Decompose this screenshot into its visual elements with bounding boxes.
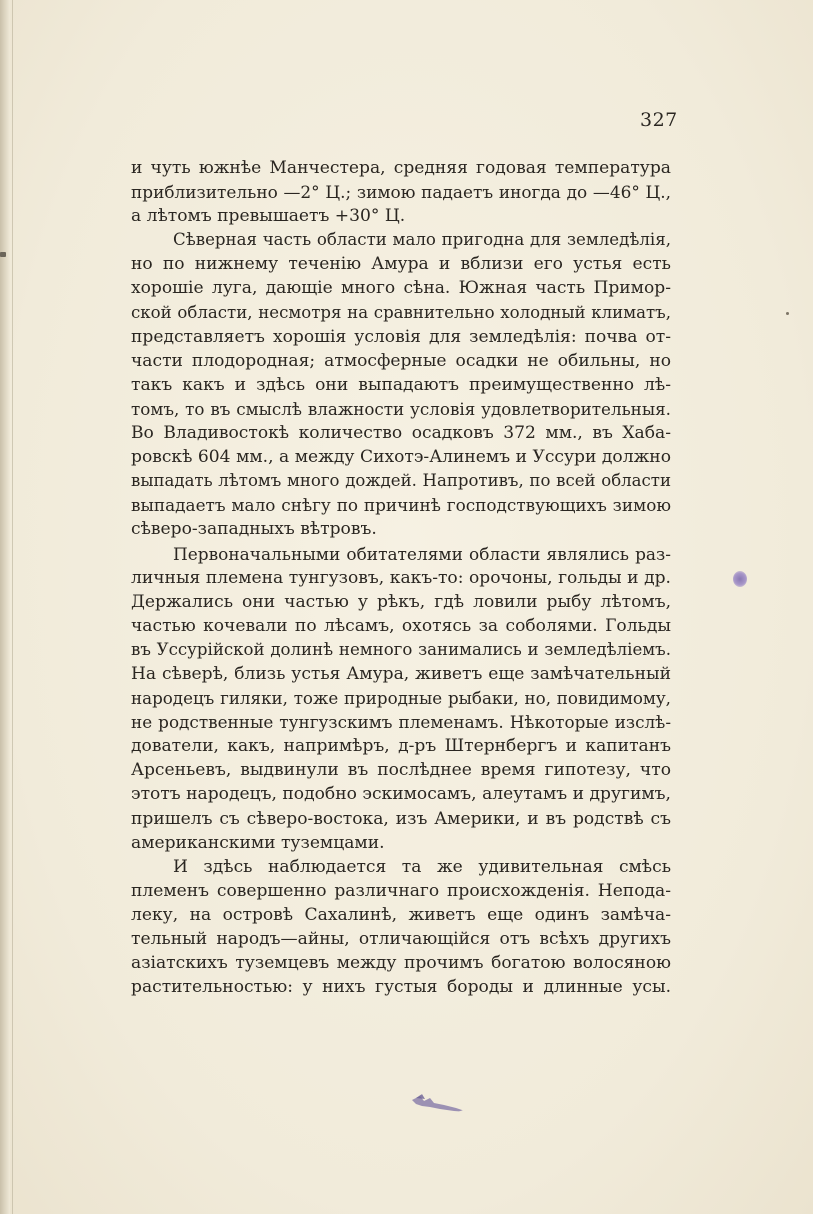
text-line: народецъ гиляки, тоже природные рыбаки, но, повидимому, xyxy=(131,688,671,709)
text-line: На сѣверѣ, близь устья Амура, живетъ еще замѣчательный xyxy=(131,663,671,684)
text-line: И здѣсь наблюдается та же удивительная смѣсь xyxy=(173,856,671,877)
text-line: Держались они частью у рѣкъ, гдѣ ловили рыбу лѣтомъ, xyxy=(131,591,671,612)
binding-fold-line xyxy=(12,0,13,1214)
page-binding-edge xyxy=(0,0,10,1214)
text-line: дователи, какъ, напримѣръ, д-ръ Штернбергъ и капитанъ xyxy=(131,736,671,757)
text-line: Арсеньевъ, выдвинули въ послѣднее время гипотезу, что xyxy=(131,760,671,781)
text-line: племенъ совершенно различнаго происхожденія. Непода- xyxy=(131,880,671,901)
text-line: выпадаетъ мало снѣгу по причинѣ господствующихъ зимою xyxy=(131,495,671,516)
text-line: азіатскихъ туземцевъ между прочимъ богатою волосяною xyxy=(131,953,671,974)
text-line: личныя племена тунгузовъ, какъ-то: орочоны, гольды и др. xyxy=(131,567,671,588)
text-line: а лѣтомъ превышаетъ +30° Ц. xyxy=(131,206,406,227)
text-line: представляетъ хорошія условія для земледѣлія: почва от- xyxy=(131,326,671,347)
text-line: выпадать лѣтомъ много дождей. Напротивъ, по всей области xyxy=(131,471,671,491)
text-line: леку, на островѣ Сахалинѣ, живетъ еще одинъ замѣча- xyxy=(131,904,671,925)
text-line: части плодородная; атмосферные осадки не обильны, но xyxy=(131,350,671,371)
text-line: ровскѣ 604 мм., а между Сихотэ-Алинемъ и Уссури должно xyxy=(131,447,671,468)
text-line: не родственные тунгузскимъ племенамъ. Нѣкоторые изслѣ- xyxy=(131,712,671,733)
text-line: Первоначальными обитателями области являлись раз- xyxy=(173,543,671,564)
text-line: сѣверо-западныхъ вѣтровъ. xyxy=(131,519,377,540)
body-text xyxy=(131,156,671,999)
text-line: этотъ народецъ, подобно эскимосамъ, алеутамъ и другимъ, xyxy=(131,784,671,805)
text-line: въ Уссурійской долинѣ немного занимались и земледѣліемъ. xyxy=(131,639,671,659)
text-line: но по нижнему теченію Амура и вблизи его устья есть xyxy=(131,254,671,275)
ink-stain xyxy=(733,571,747,587)
text-line: ской области, несмотря на сравнительно холодный климатъ, xyxy=(131,302,671,322)
text-line: томъ, то въ смыслѣ влажности условія удовлетворительныя. xyxy=(131,398,671,419)
text-line: частью кочевали по лѣсамъ, охотясь за соболями. Гольды xyxy=(131,615,671,636)
text-line: Сѣверная часть области мало пригодна для земледѣлія, xyxy=(173,230,671,250)
paper-speck xyxy=(786,312,789,315)
text-line: приблизительно —2° Ц.; зимою падаетъ иногда до —46° Ц., xyxy=(131,182,671,203)
text-line: хорошіе луга, дающіе много сѣна. Южная часть Примор- xyxy=(131,278,671,299)
margin-mark xyxy=(0,252,6,257)
text-line: растительностью: у нихъ густыя бороды и длинные усы. xyxy=(131,977,671,998)
text-line: пришелъ съ сѣверо-востока, изъ Америки, и въ родствѣ съ xyxy=(131,808,671,829)
page-number: 327 xyxy=(640,109,678,131)
text-line: тельный народъ—айны, отличающійся отъ всѣхъ другихъ xyxy=(131,929,671,949)
ink-smudge xyxy=(410,1092,470,1114)
text-line: Во Владивостокѣ количество осадковъ 372 мм., въ Хаба- xyxy=(131,423,671,444)
text-line: американскими туземцами. xyxy=(131,832,385,853)
text-line: такъ какъ и здѣсь они выпадаютъ преимущественно лѣ- xyxy=(131,374,671,395)
text-line: и чуть южнѣе Манчестера, средняя годовая температура xyxy=(131,158,671,178)
